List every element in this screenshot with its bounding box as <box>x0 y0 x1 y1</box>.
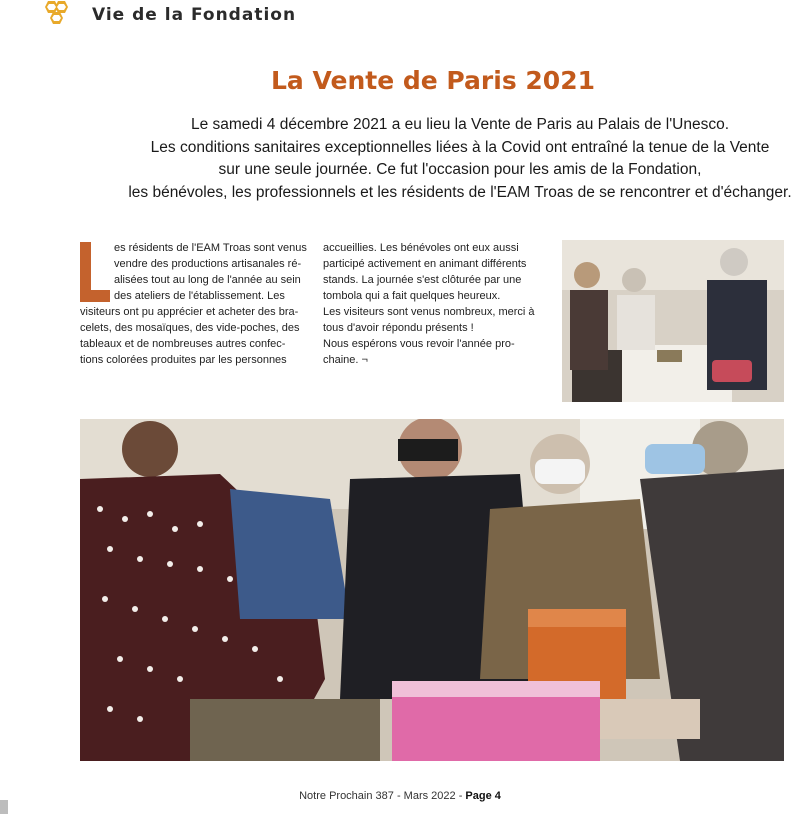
body-line: es résidents de l'EAM Troas sont venus <box>114 242 307 254</box>
section-title: Vie de la Fondation <box>92 5 297 25</box>
body-line: Nous espérons vous revoir l'année pro- <box>323 338 515 350</box>
body-line: tions colorées produites par les personnes <box>80 354 287 366</box>
intro-line: Les conditions sanitaires exceptionnelles liées à la Covid ont entraîné la tenue de la Vente <box>150 138 770 156</box>
dropcap-letter <box>80 242 110 302</box>
small-photo-stand <box>562 240 784 402</box>
body-line: tombola qui a fait quelques heureux. <box>323 290 501 302</box>
body-line: tableaux et de nombreuses autres confec- <box>80 338 286 350</box>
body-line: alisées tout au long de l'année au sein <box>114 274 301 286</box>
intro-line: les bénévoles, les professionnels et les résidents de l'EAM Troas de se rencontrer et d'échanger. <box>128 183 792 201</box>
body-line: accueillies. Les bénévoles ont eux aussi <box>323 242 519 254</box>
body-line: tous d'avoir répondu présents ! <box>323 322 474 334</box>
body-column-2 <box>323 240 548 368</box>
body-line: des ateliers de l'établissement. Les <box>114 290 285 302</box>
body-line: participé activement en animant différents <box>323 258 527 270</box>
body-line: vendre des productions artisanales ré- <box>114 258 302 270</box>
body-line: chaine. ¬ <box>323 354 368 366</box>
page-number: Page 4 <box>465 790 501 802</box>
page-footer <box>0 790 800 802</box>
article-title: La Vente de Paris 2021 <box>271 66 595 95</box>
footer-text: Notre Prochain 387 - Mars 2022 - <box>299 790 466 802</box>
body-line: stands. La journée s'est clôturée par une <box>323 274 522 286</box>
intro-line: Le samedi 4 décembre 2021 a eu lieu la Vente de Paris au Palais de l'Unesco. <box>190 116 730 133</box>
article-body <box>80 240 550 375</box>
intro-line: sur une seule journée. Ce fut l'occasion pour les amis de la Fondation, <box>218 161 702 178</box>
page-header <box>38 0 296 30</box>
body-line: Les visiteurs sont venus nombreux, merci à <box>323 306 535 318</box>
body-line: celets, des mosaïques, des vide-poches, des <box>80 322 300 334</box>
body-line: visiteurs ont pu apprécier et acheter des bra- <box>80 306 299 318</box>
big-photo-vente <box>80 419 784 761</box>
body-column-1 <box>80 240 307 368</box>
scan-edge-mark <box>0 800 8 814</box>
honeycomb-icon <box>38 0 74 30</box>
article-intro <box>100 114 800 204</box>
